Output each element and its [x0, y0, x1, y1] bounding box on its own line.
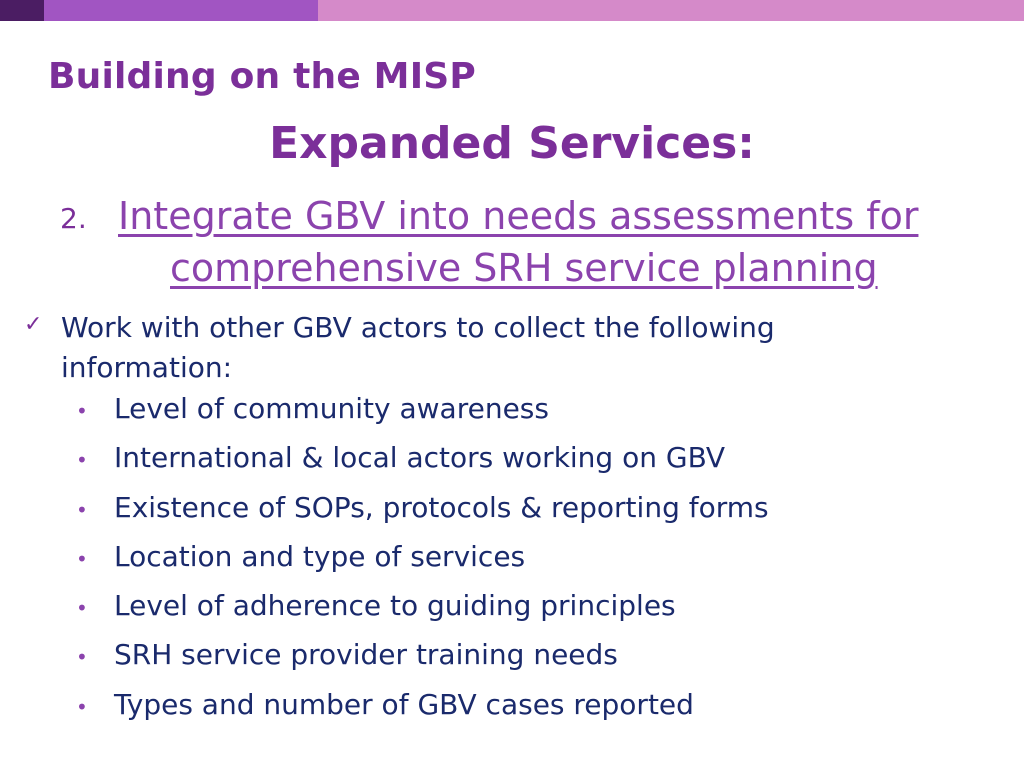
accent-bar-dark-segment	[0, 0, 44, 21]
bullet-text: Location and type of services	[114, 539, 526, 573]
bullet-dot-icon: •	[76, 497, 88, 522]
bullet-dot-icon: •	[76, 694, 88, 719]
numbered-item-link-line-1[interactable]: Integrate GBV into needs assessments for	[118, 194, 919, 238]
checkmark-icon: ✓	[24, 312, 43, 337]
bullet-dot-icon: •	[76, 596, 88, 621]
bullet-dot-icon: •	[76, 448, 88, 473]
slide-subtitle: Expanded Services:	[269, 118, 755, 169]
numbered-item-link-line-2[interactable]: comprehensive SRH service planning	[170, 246, 878, 290]
bullet-text: International & local actors working on GBV	[114, 441, 726, 475]
top-accent-bar	[0, 0, 1024, 21]
bullet-text: Existence of SOPs, protocols & reporting forms	[114, 490, 769, 524]
slide-title: Building on the MISP	[48, 56, 477, 97]
check-item-text: Work with other GBV actors to collect the following information:	[61, 311, 775, 384]
bullet-text: Level of community awareness	[114, 392, 549, 425]
bullet-dot-icon: •	[76, 645, 88, 670]
accent-bar-light-segment	[318, 0, 1024, 21]
accent-bar-mid-segment	[44, 0, 318, 21]
numbered-item-number: 2.	[60, 202, 87, 235]
bullet-dot-icon: •	[76, 546, 88, 571]
bullet-text: SRH service provider training needs	[114, 638, 618, 672]
bullet-text: Level of adherence to guiding principles	[114, 589, 676, 623]
bullet-dot-icon: •	[76, 399, 88, 423]
bullet-text: Types and number of GBV cases reported	[114, 687, 694, 721]
